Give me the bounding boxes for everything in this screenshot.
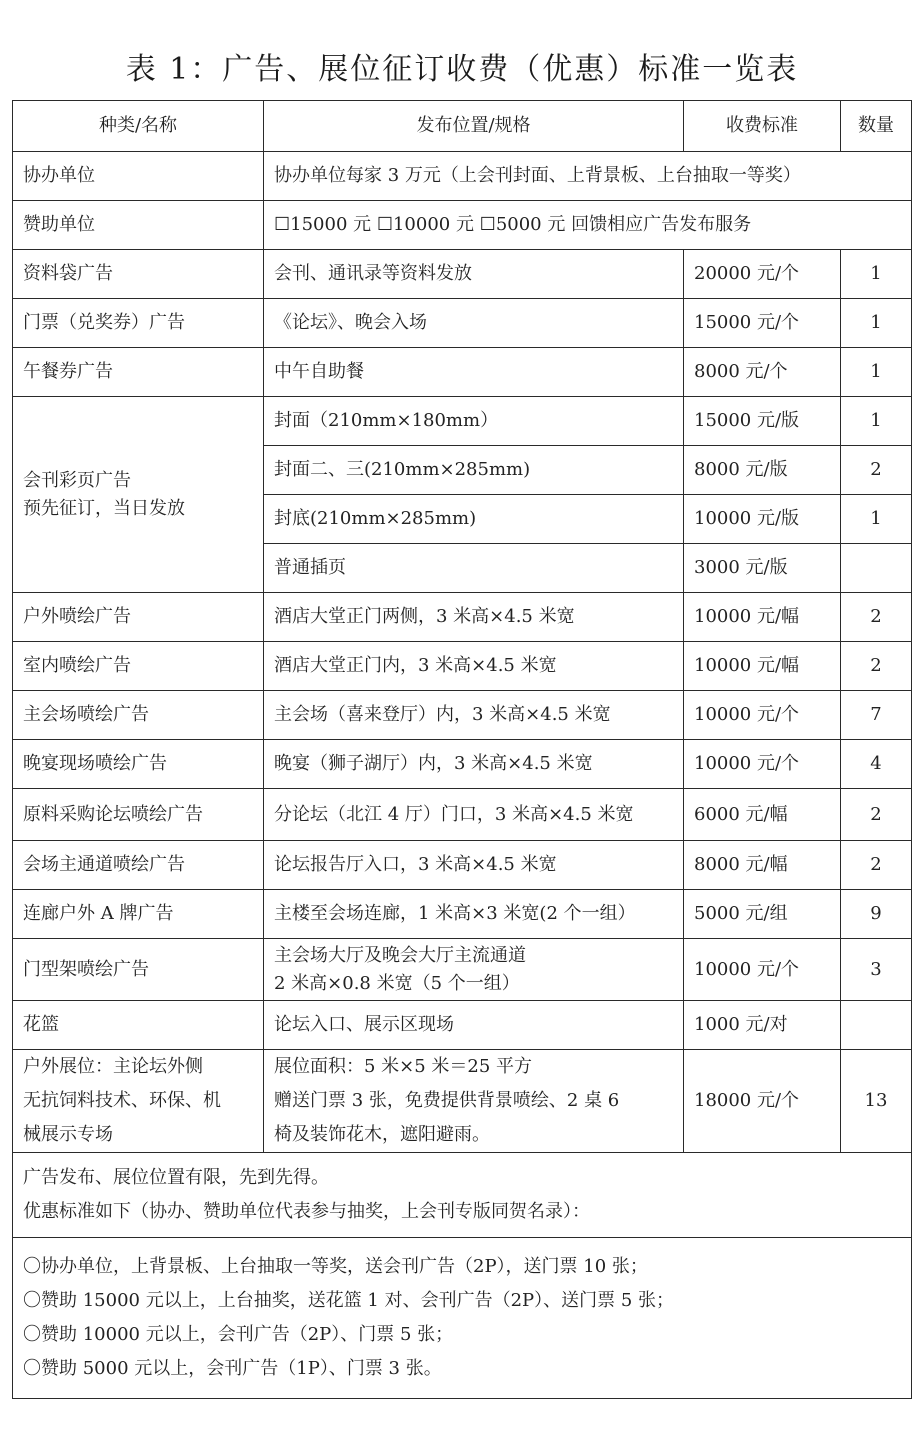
row-name-line: 会刊彩页广告 — [23, 469, 131, 491]
row-price: 6000 元/幅 — [684, 789, 841, 841]
header-position: 发布位置/规格 — [264, 101, 684, 152]
row-qty: 7 — [841, 691, 912, 740]
benefits-cell — [13, 1238, 912, 1399]
table-row — [13, 593, 912, 642]
row-name: 会场主通道喷绘广告 — [13, 841, 264, 890]
row-position: 《论坛》、晚会入场 — [264, 299, 684, 348]
row-qty — [841, 1001, 912, 1050]
row-price: 8000 元/个 — [684, 348, 841, 397]
row-position — [264, 1050, 684, 1153]
row-price: 1000 元/对 — [684, 1001, 841, 1050]
row-name-line: 械展示专场 — [23, 1124, 113, 1145]
table-row — [13, 642, 912, 691]
row-qty: 9 — [841, 890, 912, 939]
row-position: 普通插页 — [264, 544, 684, 593]
row-price: 18000 元/个 — [684, 1050, 841, 1153]
table-row — [13, 1050, 912, 1153]
note-line: 优惠标准如下（协办、赞助单位代表参与抽奖，上会刊专版同贺名录）： — [23, 1201, 590, 1222]
row-price: 15000 元/个 — [684, 299, 841, 348]
header-price: 收费标准 — [684, 101, 841, 152]
row-qty: 1 — [841, 250, 912, 299]
row-price: 3000 元/版 — [684, 544, 841, 593]
table-row — [13, 152, 912, 201]
row-name-line: 无抗饲料技术、环保、机 — [23, 1090, 221, 1111]
row-price: 8000 元/版 — [684, 446, 841, 495]
row-position-line: 展位面积：5 米×5 米＝25 平方 — [274, 1056, 533, 1077]
benefits-row — [13, 1238, 912, 1399]
row-name: 协办单位 — [13, 152, 264, 201]
row-position: 会刊、通讯录等资料发放 — [264, 250, 684, 299]
table-row — [13, 1001, 912, 1050]
row-price: 5000 元/组 — [684, 890, 841, 939]
row-price: 10000 元/版 — [684, 495, 841, 544]
row-price: 15000 元/版 — [684, 397, 841, 446]
note-line: 广告发布、展位位置有限，先到先得。 — [23, 1167, 329, 1188]
row-name: 花篮 — [13, 1001, 264, 1050]
table-header-row — [13, 101, 912, 152]
table-row — [13, 250, 912, 299]
table-row — [13, 939, 912, 1001]
row-position: 主楼至会场连廊，1 米高×3 米宽(2 个一组） — [264, 890, 684, 939]
row-name: 午餐券广告 — [13, 348, 264, 397]
row-position: 论坛入口、展示区现场 — [264, 1001, 684, 1050]
benefit-item: 〇赞助 5000 元以上，会刊广告（1P）、门票 3 张。 — [23, 1358, 442, 1379]
row-price: 10000 元/幅 — [684, 642, 841, 691]
row-position: 中午自助餐 — [264, 348, 684, 397]
row-detail: ☐15000 元 ☐10000 元 ☐5000 元 回馈相应广告发布服务 — [264, 201, 912, 250]
row-qty: 2 — [841, 446, 912, 495]
notes-cell — [13, 1153, 912, 1238]
row-name-note: 预先征订，当日发放 — [23, 497, 185, 519]
benefit-item: 〇协办单位，上背景板、上台抽取一等奖，送会刊广告（2P），送门票 10 张； — [23, 1256, 648, 1277]
row-name: 晚宴现场喷绘广告 — [13, 740, 264, 789]
row-position: 酒店大堂正门两侧，3 米高×4.5 米宽 — [264, 593, 684, 642]
row-position-line: 赠送门票 3 张，免费提供背景喷绘、2 桌 6 — [274, 1090, 620, 1111]
document-title: 表 1：广告、展位征订收费（优惠）标准一览表 — [125, 52, 799, 87]
table-row — [13, 740, 912, 789]
row-price: 10000 元/个 — [684, 691, 841, 740]
benefit-item: 〇赞助 10000 元以上，会刊广告（2P）、门票 5 张； — [23, 1324, 454, 1345]
table-row — [13, 397, 912, 446]
row-position: 论坛报告厅入口，3 米高×4.5 米宽 — [264, 841, 684, 890]
row-qty: 4 — [841, 740, 912, 789]
table-row — [13, 890, 912, 939]
row-position-line: 椅及装饰花木，遮阳避雨。 — [274, 1124, 490, 1145]
row-qty: 1 — [841, 495, 912, 544]
row-name: 资料袋广告 — [13, 250, 264, 299]
row-qty: 1 — [841, 348, 912, 397]
row-qty: 13 — [841, 1050, 912, 1153]
row-name — [13, 1050, 264, 1153]
row-position: 封面二、三(210mm×285mm) — [264, 446, 684, 495]
row-qty: 1 — [841, 299, 912, 348]
row-qty: 2 — [841, 593, 912, 642]
header-name: 种类/名称 — [13, 101, 264, 152]
row-price: 10000 元/个 — [684, 740, 841, 789]
row-price: 20000 元/个 — [684, 250, 841, 299]
row-name: 门票（兑奖券）广告 — [13, 299, 264, 348]
row-position: 酒店大堂正门内，3 米高×4.5 米宽 — [264, 642, 684, 691]
row-position: 封面（210mm×180mm） — [264, 397, 684, 446]
row-name: 室内喷绘广告 — [13, 642, 264, 691]
row-position — [264, 939, 684, 1001]
table-row — [13, 201, 912, 250]
row-price: 8000 元/幅 — [684, 841, 841, 890]
row-qty: 3 — [841, 939, 912, 1001]
row-qty: 2 — [841, 789, 912, 841]
row-price: 10000 元/幅 — [684, 593, 841, 642]
row-name: 户外喷绘广告 — [13, 593, 264, 642]
row-name-line: 户外展位：主论坛外侧 — [23, 1056, 203, 1077]
table-row — [13, 841, 912, 890]
table-row — [13, 348, 912, 397]
row-name: 赞助单位 — [13, 201, 264, 250]
header-qty: 数量 — [841, 101, 912, 152]
row-detail: 协办单位每家 3 万元（上会刊封面、上背景板、上台抽取一等奖） — [264, 152, 912, 201]
row-position: 主会场（喜来登厅）内，3 米高×4.5 米宽 — [264, 691, 684, 740]
row-name: 连廊户外 A 牌广告 — [13, 890, 264, 939]
row-qty: 2 — [841, 841, 912, 890]
row-qty: 2 — [841, 642, 912, 691]
row-name: 原料采购论坛喷绘广告 — [13, 789, 264, 841]
table-row — [13, 691, 912, 740]
notes-row — [13, 1153, 912, 1238]
row-price: 10000 元/个 — [684, 939, 841, 1001]
row-name: 门型架喷绘广告 — [13, 939, 264, 1001]
row-name: 主会场喷绘广告 — [13, 691, 264, 740]
row-name — [13, 397, 264, 593]
price-table — [12, 100, 912, 1399]
row-position: 封底(210mm×285mm) — [264, 495, 684, 544]
table-row — [13, 789, 912, 841]
row-position-line: 2 米高×0.8 米宽（5 个一组） — [274, 972, 520, 994]
table-row — [13, 299, 912, 348]
row-position: 分论坛（北江 4 厅）门口，3 米高×4.5 米宽 — [264, 789, 684, 841]
benefit-item: 〇赞助 15000 元以上，上台抽奖，送花篮 1 对、会刊广告（2P）、送门票 5 张； — [23, 1290, 675, 1311]
row-position: 晚宴（狮子湖厅）内，3 米高×4.5 米宽 — [264, 740, 684, 789]
row-qty: 1 — [841, 397, 912, 446]
row-qty — [841, 544, 912, 593]
row-position-line: 主会场大厅及晚会大厅主流通道 — [274, 944, 526, 966]
